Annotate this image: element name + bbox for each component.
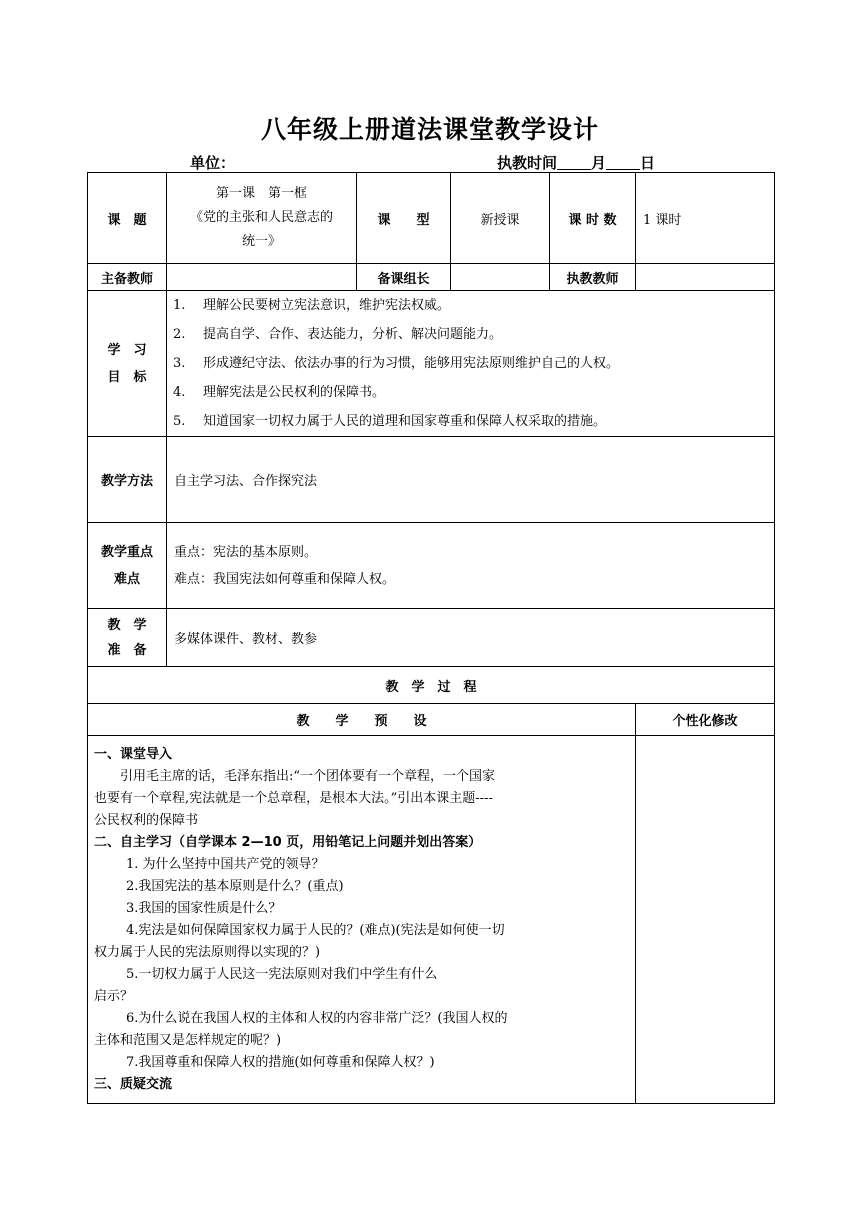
goal-item: 3. 形成遵纪守法、依法办事的行为习惯，能够用宪法原则维护自己的人权。 — [173, 356, 620, 371]
day-label: 日 — [640, 154, 656, 172]
question: 5.一切权力属于人民这一宪法原则对我们中学生有什么 — [126, 967, 438, 982]
plan-content — [88, 736, 636, 1104]
question-continued: 启示？ — [94, 989, 134, 1004]
row-goals — [88, 291, 775, 437]
hours-value: 1 课时 — [636, 173, 775, 264]
prep-value: 多媒体课件、教材、教参 — [167, 609, 775, 667]
method-value: 自主学习法、合作探究法 — [167, 437, 775, 523]
difficulty-point: 难点：我国宪法如何尊重和保障人权。 — [174, 571, 396, 587]
topic-line: 《党的主张和人民意志的 — [189, 210, 333, 225]
document-title: 八年级上册道法课堂教学设计 — [260, 115, 599, 144]
goals-label-line: 目 标 — [107, 369, 147, 385]
prep-label-line: 准 备 — [107, 642, 147, 658]
row-prep — [88, 609, 775, 667]
prep-label-line: 教 学 — [107, 617, 147, 633]
section-heading: 一、课堂导入 — [94, 747, 173, 762]
goals-label — [88, 291, 167, 437]
question-continued: 主体和范围又是怎样规定的呢？) — [94, 1033, 282, 1048]
row-method — [88, 437, 775, 523]
plan-column-header: 教 学 预 设 — [88, 704, 636, 736]
lead-teacher-value — [167, 264, 357, 291]
topic-line: 统一》 — [241, 234, 281, 249]
hours-label: 课 时 数 — [550, 173, 636, 264]
modification-column-header: 个性化修改 — [636, 704, 775, 736]
prep-label — [88, 609, 167, 667]
topic-line: 第一课 第一框 — [215, 186, 307, 201]
day-blank — [606, 155, 640, 170]
row-teachers — [88, 264, 775, 291]
method-label: 教学方法 — [88, 437, 167, 523]
goals-list — [167, 291, 775, 437]
key-points-label — [88, 523, 167, 609]
focus-point: 重点：宪法的基本原则。 — [174, 544, 318, 560]
month-label: 月 — [591, 154, 607, 172]
process-title: 教 学 过 程 — [88, 667, 775, 704]
question: 2.我国宪法的基本原则是什么？(重点) — [126, 879, 344, 894]
row-process-content — [88, 736, 775, 1104]
time-label: 执教时间 — [497, 154, 558, 172]
question: 1. 为什么坚持中国共产党的领导？ — [126, 857, 325, 872]
question: 3.我国的国家性质是什么？ — [126, 901, 282, 916]
goal-item: 1. 理解公民要树立宪法意识，维护宪法权威。 — [173, 298, 451, 313]
key-points-value — [167, 523, 775, 609]
goal-item: 5. 知道国家一切权力属于人民的道理和国家尊重和保障人权采取的措施。 — [173, 414, 607, 429]
goal-item: 4. 理解宪法是公民权利的保障书。 — [173, 385, 386, 400]
group-leader-label: 备课组长 — [357, 264, 451, 291]
lead-teacher-label: 主备教师 — [88, 264, 167, 291]
question: 4.宪法是如何保障国家权力属于人民的？(难点)(宪法是如何使一切 — [126, 923, 505, 938]
section-heading: 三、质疑交流 — [94, 1077, 173, 1092]
key-points-label-line: 难点 — [113, 571, 140, 587]
type-value: 新授课 — [451, 173, 550, 264]
intro-text: 公民权利的保障书 — [94, 813, 199, 828]
question: 6.为什么说在我国人权的主体和人权的内容非常广泛？(我国人权的 — [126, 1011, 508, 1026]
type-label: 课 型 — [357, 173, 451, 264]
question-continued: 权力属于人民的宪法原则得以实现的？) — [94, 945, 321, 960]
teacher-value — [636, 264, 775, 291]
teaching-time — [497, 152, 655, 173]
section-heading: 二、自主学习（自学课本 2—10 页，用铅笔记上问题并划出答案） — [94, 835, 482, 850]
question: 7.我国尊重和保障人权的措施(如何尊重和保障人权？) — [126, 1055, 435, 1070]
row-process-title — [88, 667, 775, 704]
modification-content — [636, 736, 775, 1104]
row-key-points — [88, 523, 775, 609]
unit-label: 单位： — [190, 154, 236, 172]
row-topic — [88, 173, 775, 264]
intro-text: 也要有一个章程,宪法就是一个总章程，是根本大法。”引出本课主题---- — [94, 791, 493, 806]
lesson-plan-table — [87, 172, 775, 1104]
group-leader-value — [451, 264, 550, 291]
teacher-label: 执教教师 — [550, 264, 636, 291]
row-process-header — [88, 704, 775, 736]
intro-text: 引用毛主席的话，毛泽东指出:“一个团体要有一个章程，一个国家 — [120, 769, 496, 784]
goal-item: 2. 提高自学、合作、表达能力，分析、解决问题能力。 — [173, 327, 503, 342]
topic-value — [167, 173, 357, 264]
goals-label-line: 学 习 — [107, 342, 147, 358]
topic-label: 课 题 — [88, 173, 167, 264]
key-points-label-line: 教学重点 — [100, 544, 153, 560]
month-blank — [557, 155, 591, 170]
